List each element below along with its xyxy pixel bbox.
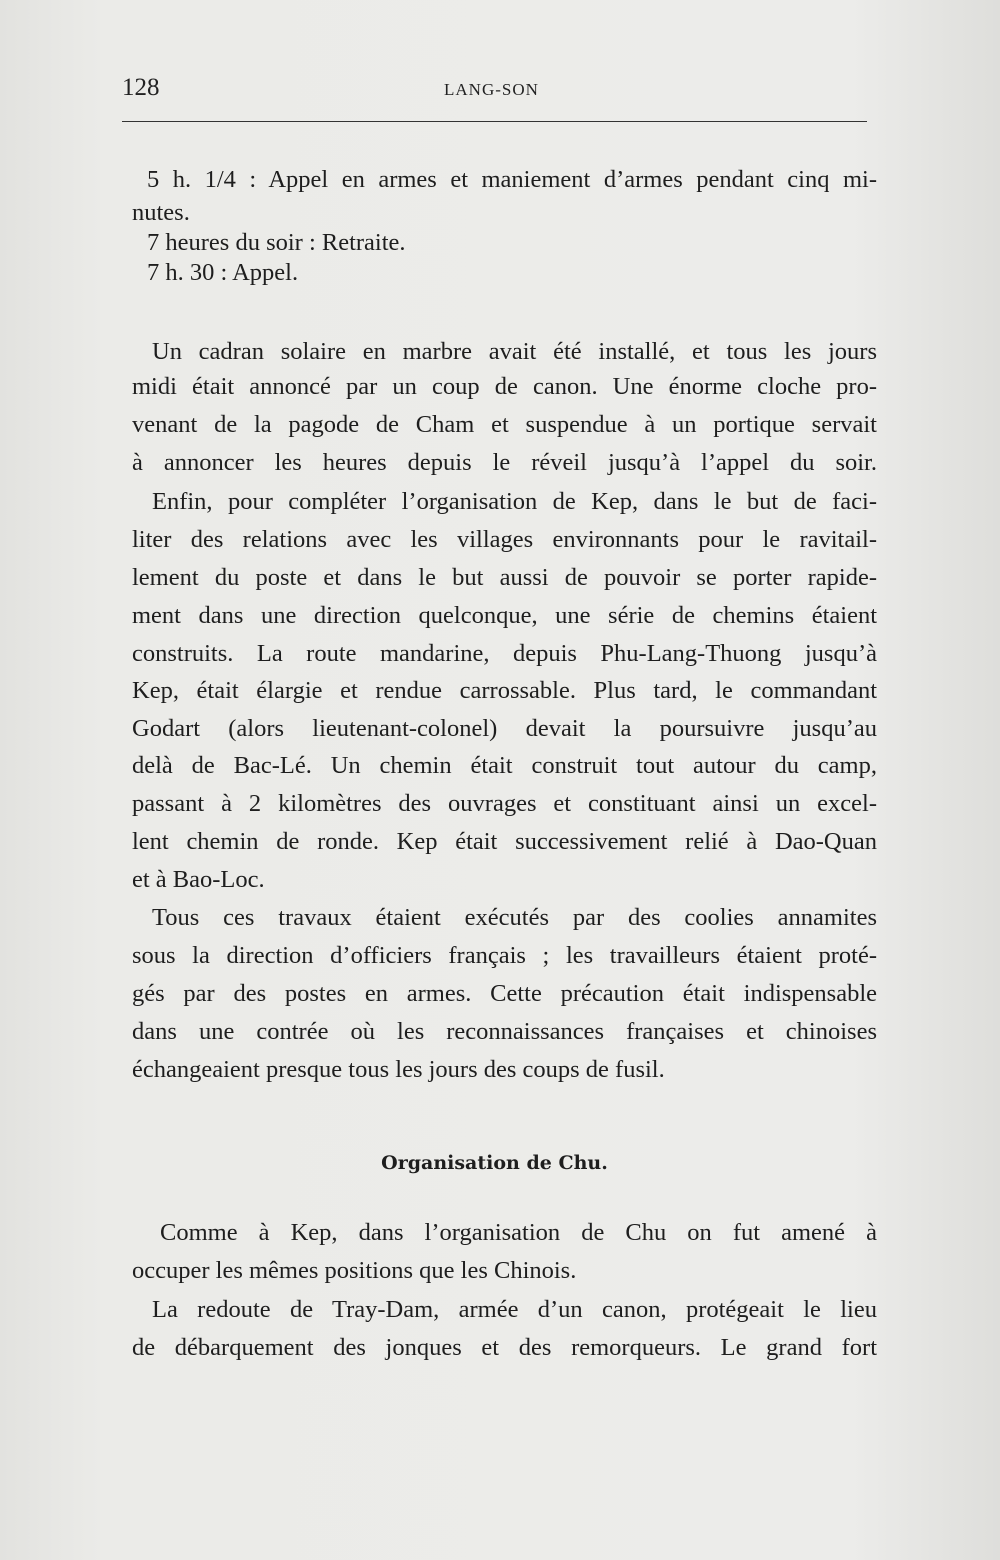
text-line: La redoute de Tray-Dam, armée d’un canon, protégeait le lieu [152,1296,877,1323]
text-line: lent chemin de ronde. Kep était successivement relié à Dao-Quan [132,828,877,855]
text-line: de débarquement des jonques et des remorqueurs. Le grand fort [132,1334,877,1361]
text-line: lement du poste et dans le but aussi de pouvoir se porter rapide- [132,564,877,591]
text-line: Kep, était élargie et rendue carrossable. Plus tard, le commandant [132,677,877,704]
text-line: Un cadran solaire en marbre avait été installé, et tous les jours [152,338,877,365]
text-line: construits. La route mandarine, depuis Phu-Lang-Thuong jusqu’à [132,640,877,667]
text-line: delà de Bac-Lé. Un chemin était construit tout autour du camp, [132,752,877,779]
text-line: liter des relations avec les villages environnants pour le ravitail- [132,526,877,553]
text-line: ment dans une direction quelconque, une série de chemins étaient [132,602,877,629]
text-line: passant à 2 kilomètres des ouvrages et constituant ainsi un excel- [132,790,877,817]
section-heading: Organisation de Chu. [381,1152,608,1174]
text-line: 7 heures du soir : Retraite. [147,229,406,256]
running-head: LANG-SON [444,80,539,99]
page-header [122,74,867,102]
text-line: Tous ces travaux étaient exécutés par des coolies annamites [152,904,877,931]
text-line: et à Bao-Loc. [132,866,265,893]
text-line: venant de la pagode de Cham et suspendue à un portique servait [132,411,877,438]
text-line: Enfin, pour compléter l’organisation de Kep, dans le but de faci- [152,488,877,515]
text-line: gés par des postes en armes. Cette précaution était indispensable [132,980,877,1007]
text-line: 7 h. 30 : Appel. [147,259,299,286]
text-line: dans une contrée où les reconnaissances françaises et chinoises [132,1018,877,1045]
text-line: midi était annoncé par un coup de canon. Une énorme cloche pro- [132,373,877,400]
text-line: 5 h. 1/4 : Appel en armes et maniement d’armes pendant cinq mi- [147,166,877,193]
text-line: à annoncer les heures depuis le réveil jusqu’à l’appel du soir. [132,449,877,476]
text-line: échangeaient presque tous les jours des coups de fusil. [132,1056,665,1083]
header-rule [122,121,867,122]
text-line: sous la direction d’officiers français ; les travailleurs étaient proté- [132,942,877,969]
text-line: Comme à Kep, dans l’organisation de Chu on fut amené à [160,1219,877,1246]
text-line: nutes. [132,199,190,226]
page-number: 128 [122,74,160,101]
text-line: Godart (alors lieutenant-colonel) devait la poursuivre jusqu’au [132,715,877,742]
text-line: occuper les mêmes positions que les Chinois. [132,1257,577,1284]
